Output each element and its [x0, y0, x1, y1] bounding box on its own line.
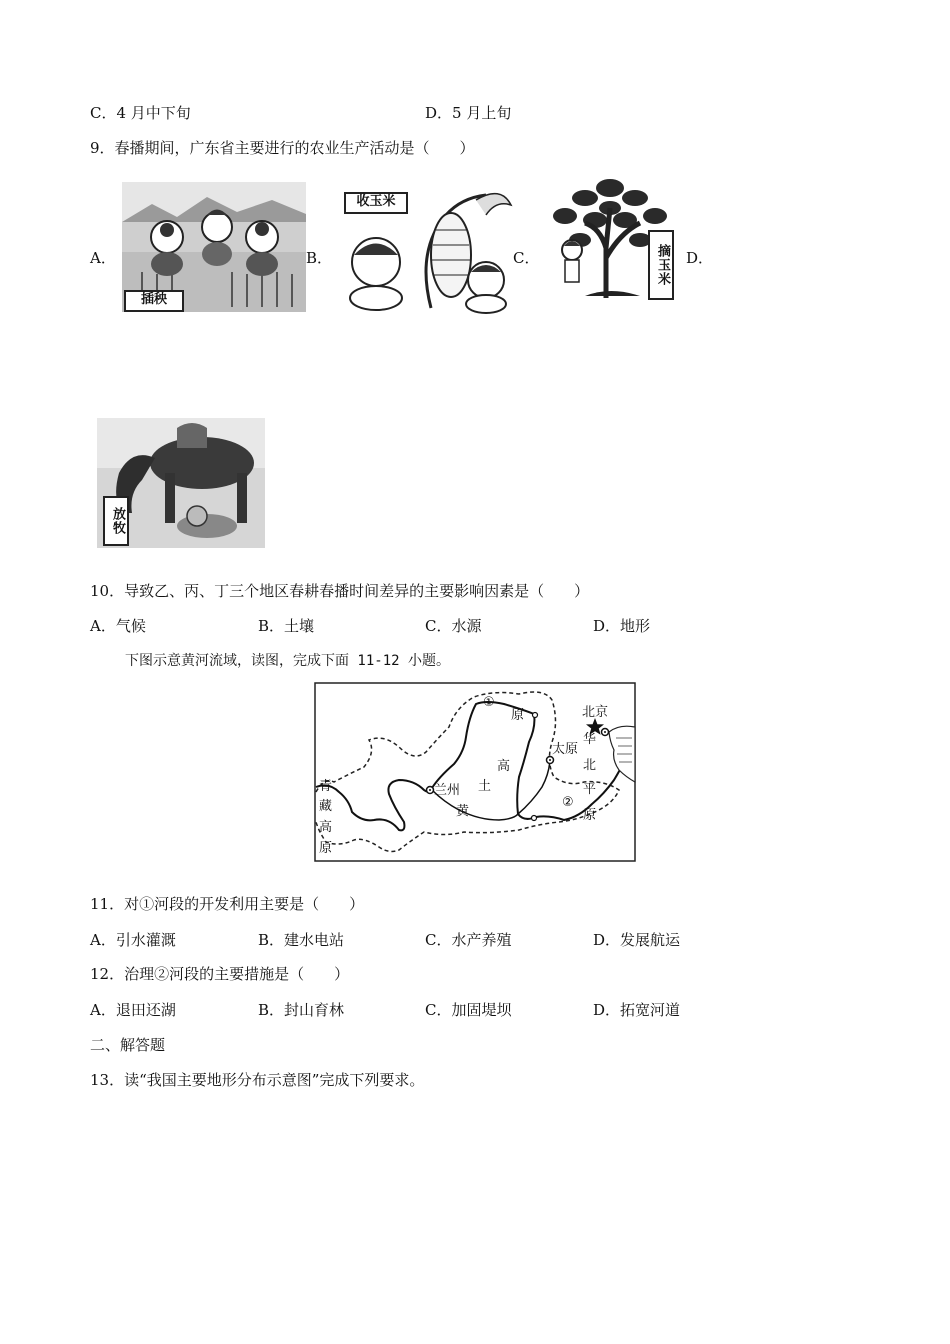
- map-label-beijing: 北京: [582, 705, 609, 720]
- map-label-tu: 土: [478, 779, 492, 794]
- map-label-taiyuan: 太原: [552, 742, 579, 757]
- map-label-yuan: 原: [511, 708, 525, 723]
- map-label-qz-gao: 高: [319, 820, 333, 835]
- q10-option-a: A．气候: [90, 617, 146, 635]
- q11-stem: 11．对①河段的开发利用主要是（ ）: [90, 895, 365, 913]
- map-intro: 下图示意黄河流域，读图，完成下面 11-12 小题。: [125, 653, 450, 669]
- q8-option-c: C．4 月中下旬: [90, 104, 191, 122]
- q13-stem: 13．读“我国主要地形分布示意图”完成下列要求。: [90, 1071, 425, 1089]
- q12-option-b: B．封山育林: [258, 1001, 345, 1019]
- corn-harvest-picture: [336, 180, 514, 314]
- map-label-huang: 黄: [456, 804, 470, 819]
- map-label-qz-yuan: 原: [319, 841, 333, 856]
- q11-option-a: A．引水灌溉: [90, 931, 176, 949]
- q12-stem: 12．治理②河段的主要措施是（ ）: [90, 965, 350, 983]
- map-label-gao: 高: [497, 759, 511, 774]
- q10-option-d: D．地形: [593, 617, 651, 635]
- label-rice-transplanting: 插秧: [124, 290, 184, 312]
- section-heading: 二、解答题: [90, 1036, 166, 1054]
- q9-option-a-letter: A．: [90, 249, 116, 267]
- rice-transplanting-picture: [122, 182, 306, 312]
- tree-picking-picture: [540, 168, 680, 308]
- map-label-qing: 青: [319, 779, 333, 794]
- q8-option-d: D．5 月上旬: [425, 104, 512, 122]
- q10-stem: 10．导致乙、丙、丁三个地区春耕春播时间差异的主要影响因素是（ ）: [90, 582, 590, 600]
- q9-option-b-letter: B．: [306, 249, 333, 267]
- map-label-huabei-yuan: 原: [583, 808, 597, 823]
- map-label-1: ①: [483, 695, 495, 710]
- label-picking-corn: 摘玉米: [648, 230, 674, 300]
- yellow-river-map: [314, 682, 636, 862]
- q10-option-b: B．土壤: [258, 617, 315, 635]
- label-corn-harvest: 收玉米: [344, 192, 408, 214]
- map-label-ping: 平: [583, 782, 597, 797]
- map-label-2: ②: [562, 795, 574, 810]
- q11-option-c: C．水产养殖: [425, 931, 512, 949]
- label-grazing: 放牧: [103, 496, 129, 546]
- q12-option-d: D．拓宽河道: [593, 1001, 681, 1019]
- q9-option-d-letter: D．: [686, 249, 714, 267]
- q12-option-c: C．加固堤坝: [425, 1001, 512, 1019]
- q12-option-a: A．退田还湖: [90, 1001, 176, 1019]
- q11-option-b: B．建水电站: [258, 931, 345, 949]
- map-label-zang: 藏: [319, 799, 333, 814]
- map-label-bei: 北: [583, 758, 597, 773]
- q10-option-c: C．水源: [425, 617, 482, 635]
- map-label-lanzhou: 兰州: [434, 783, 461, 798]
- q9-option-c-letter: C．: [513, 249, 540, 267]
- q9-stem: 9．春播期间，广东省主要进行的农业生产活动是（ ）: [90, 139, 475, 157]
- grazing-picture: [97, 418, 265, 548]
- map-label-hua: 华: [583, 732, 597, 747]
- q11-option-d: D．发展航运: [593, 931, 681, 949]
